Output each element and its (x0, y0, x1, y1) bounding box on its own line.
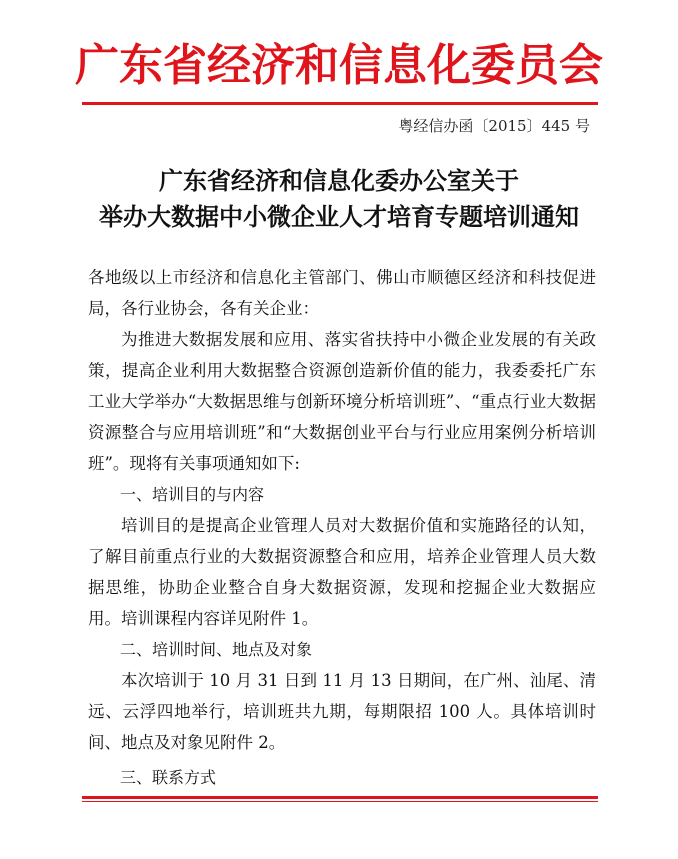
addressee-block (88, 262, 596, 793)
document-title-line-2: 举办大数据中小微企业人才培育专题培训通知 (99, 202, 579, 231)
section-heading-3: 三、联系方式 (120, 768, 217, 787)
document-title-line-1: 广东省经济和信息化委办公室关于 (159, 166, 519, 195)
addressee-text: 各地级以上市经济和信息化主管部门、佛山市顺德区经济和科技促进局，各行业协会，各有关企业： (88, 268, 596, 318)
intro-paragraph: 为推进大数据发展和应用、落实省扶持中小微企业发展的有关政策，提高企业利用大数据整合资源创造新价值的能力，我委委托广东工业大学举办“大数据思维与创新环境分析培训班”、“重点行业大数据资源整合与应用培训班”和“大数据创业平台与行业应用案例分析培训班”。现将有关事项通知如下: (88, 330, 596, 473)
footer-red-rule-thick (82, 796, 598, 799)
footer-red-rule-thin (82, 801, 598, 802)
section-body-1: 培训目的是提高企业管理人员对大数据价值和实施路径的认知，了解目前重点行业的大数据资源整合和应用，培养企业管理人员大数据思维，协助企业整合自身大数据资源，发现和挖掘企业大数据应用。培训课程内容详见附件 1。 (88, 516, 596, 628)
header-red-rule (82, 102, 598, 105)
section-body-2: 本次培训于 10 月 31 日到 11 月 13 日期间，在广州、汕尾、清远、云浮四地举行，培训班共九期，每期限招 100 人。具体培训时间、地点及对象见附件 2。 (88, 671, 596, 752)
issuer-header: 广东省经济和信息化委员会 (75, 40, 603, 91)
section-heading-2: 二、培训时间、地点及对象 (120, 640, 313, 659)
document-number: 粤经信办函〔2015〕445 号 (398, 117, 590, 135)
section-heading-1: 一、培训目的与内容 (120, 485, 265, 504)
